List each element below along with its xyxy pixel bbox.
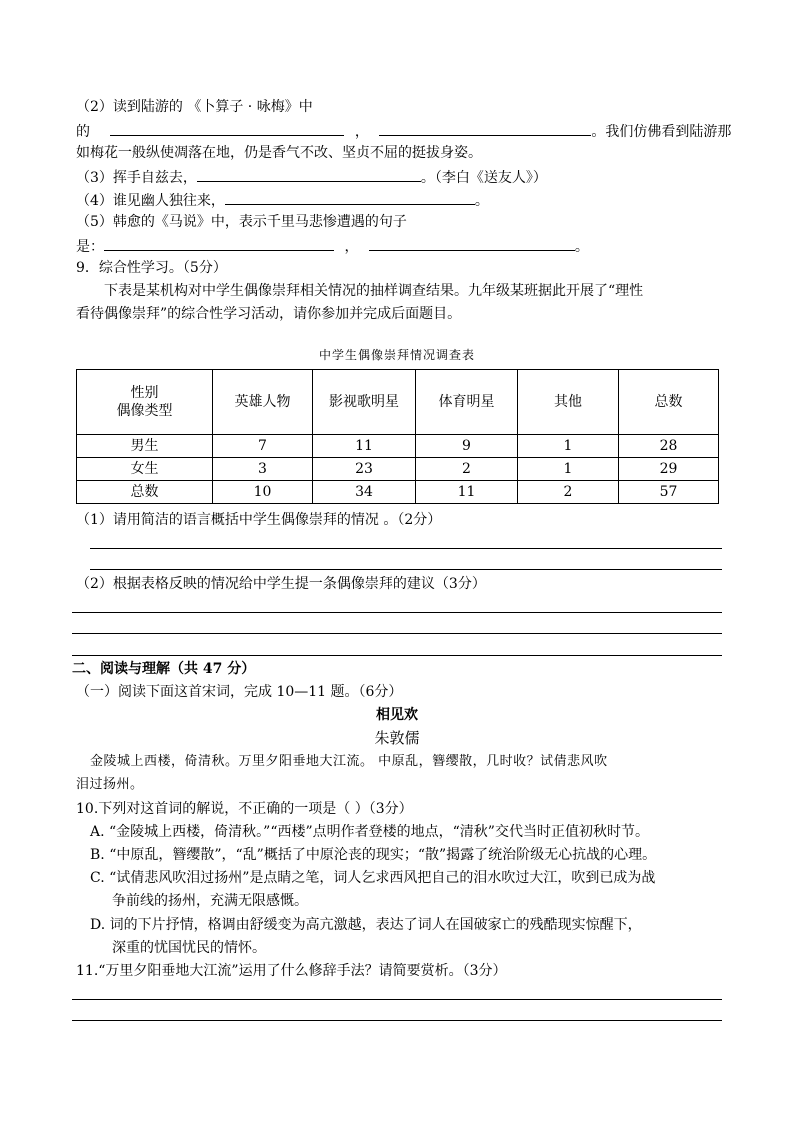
q2-continuation: 如梅花一般纵使凋落在地，仍是香气不改、坚贞不屈的挺拔身姿。 [76, 145, 482, 161]
table-cell: 10 [213, 481, 313, 504]
q11-stem: 11.“万里夕阳垂地大江流”运用了什么修辞手法？请简要赏析。（3分） [76, 963, 507, 979]
q9-sub-2: （2）根据表格反映的情况给中学生提一条偶像崇拜的建议（3分） [76, 576, 486, 592]
row-label: 总数 [77, 481, 213, 504]
table-header-row [77, 370, 719, 435]
table-cell: 3 [213, 458, 313, 481]
table-cell: 34 [313, 481, 416, 504]
q4-head: （4）谁见幽人独往来， [76, 193, 225, 209]
q5-blank-1[interactable] [104, 235, 334, 251]
poem-title: 相见欢 [376, 707, 418, 723]
q10-option-d-cont: 深重的忧国忧民的情怀。 [112, 940, 266, 956]
q9-intro-line-2: 看待偶像崇拜”的综合性学习活动，请你参加并完成后面题目。 [76, 306, 462, 322]
answer-line[interactable] [90, 569, 722, 570]
poem-line-2: 泪过扬州。 [76, 777, 144, 792]
q2-intro: （2）读到陆游的 《卜算子 · 咏梅》中 [76, 99, 313, 115]
q10-stem: 10.下列对这首词的解说，不正确的一项是（ ）（3分） [76, 801, 413, 817]
q5-intro: （5）韩愈的《马说》中，表示千里马悲惨遭遇的句子 [76, 214, 407, 230]
answer-line[interactable] [72, 612, 722, 613]
poem-author: 朱敦儒 [374, 729, 420, 747]
answer-line[interactable] [72, 655, 722, 656]
q5-comma: ， [344, 239, 359, 255]
corner-idol-type: 偶像类型 [116, 403, 173, 419]
q9-title: 9．综合性学习。（5分） [76, 260, 227, 276]
table-cell: 11 [416, 481, 518, 504]
table-cell: 2 [518, 481, 619, 504]
table-row [77, 458, 719, 481]
row-label: 男生 [77, 435, 213, 458]
q4-tail: 。 [474, 193, 489, 209]
table-cell: 11 [313, 435, 416, 458]
q10-option-b: B. “中原乱，簪缨散”，“乱”概括了中原沦丧的现实；“散”揭露了统治阶级无心抗战的心理。 [90, 847, 657, 863]
q2-blank-2[interactable] [379, 120, 591, 136]
q3-blank[interactable] [197, 166, 421, 182]
answer-line[interactable] [72, 999, 722, 1000]
q5-tail: 。 [574, 239, 589, 255]
q9-sub-1: （1）请用简洁的语言概括中学生偶像崇拜的情况 。（2分） [76, 512, 442, 528]
answer-line[interactable] [72, 633, 722, 634]
table-corner-cell [77, 370, 213, 435]
table-cell: 1 [518, 435, 619, 458]
part-1-instruction: （一）阅读下面这首宋词，完成 10—11 题。（6分） [76, 684, 403, 700]
table-row [77, 435, 719, 458]
q9-intro-line-1: 下表是某机构对中学生偶像崇拜相关情况的抽样调查结果。九年级某班据此开展了“理性 [104, 283, 644, 299]
corner-gender: 性别 [130, 385, 159, 401]
table-cell: 2 [416, 458, 518, 481]
q10-option-a: A. “金陵城上西楼，倚清秋。”“西楼”点明作者登楼的地点，“清秋”交代当时正值初秋时节。 [90, 824, 649, 840]
q3-head: （3）挥手自兹去， [76, 170, 197, 186]
col-header: 体育明星 [416, 370, 518, 435]
table-title: 中学生偶像崇拜情况调查表 [318, 348, 475, 362]
section-heading: 二、阅读与理解（共 47 分） [72, 661, 256, 677]
table-cell: 1 [518, 458, 619, 481]
poem-line-1: 金陵城上西楼，倚清秋。万里夕阳垂地大江流。 中原乱，簪缨散，几时收？试倩悲风吹 [90, 754, 608, 769]
q2-tail: 。我们仿佛看到陆游那 [591, 124, 732, 140]
row-label: 女生 [77, 458, 213, 481]
table-cell: 9 [416, 435, 518, 458]
q2-line [76, 120, 731, 142]
table-cell: 7 [213, 435, 313, 458]
table-cell: 57 [619, 481, 719, 504]
q10-option-c: C. “试倩悲风吹泪过扬州”是点睛之笔，词人乞求西风把自己的泪水吹过大江，吹到已成为战 [90, 870, 656, 886]
col-header: 英雄人物 [213, 370, 313, 435]
q5-line [76, 235, 589, 257]
table-cell: 29 [619, 458, 719, 481]
q3-line [76, 166, 547, 188]
q10-option-c-cont: 争前线的扬州，充满无限感慨。 [112, 893, 308, 909]
q2-blank-1[interactable] [110, 120, 344, 136]
col-header: 影视歌明星 [313, 370, 416, 435]
table-cell: 23 [313, 458, 416, 481]
survey-table [76, 369, 719, 504]
answer-line[interactable] [90, 548, 722, 549]
q10-option-d: D. 词的下片抒情，格调由舒缓变为高亢激越，表达了词人在国破家亡的残酷现实惊醒下， [90, 917, 642, 933]
q4-line [76, 189, 489, 211]
q3-tail: 。（李白《送友人》） [420, 170, 547, 186]
q2-de: 的 [76, 124, 90, 140]
q4-blank[interactable] [225, 189, 475, 205]
table-cell: 28 [619, 435, 719, 458]
q5-blank-2[interactable] [369, 235, 575, 251]
q2-comma: ， [354, 124, 369, 140]
col-header: 其他 [518, 370, 619, 435]
table-row [77, 481, 719, 504]
col-header: 总数 [619, 370, 719, 435]
answer-line[interactable] [72, 1020, 722, 1021]
q5-shi: 是： [76, 239, 104, 255]
